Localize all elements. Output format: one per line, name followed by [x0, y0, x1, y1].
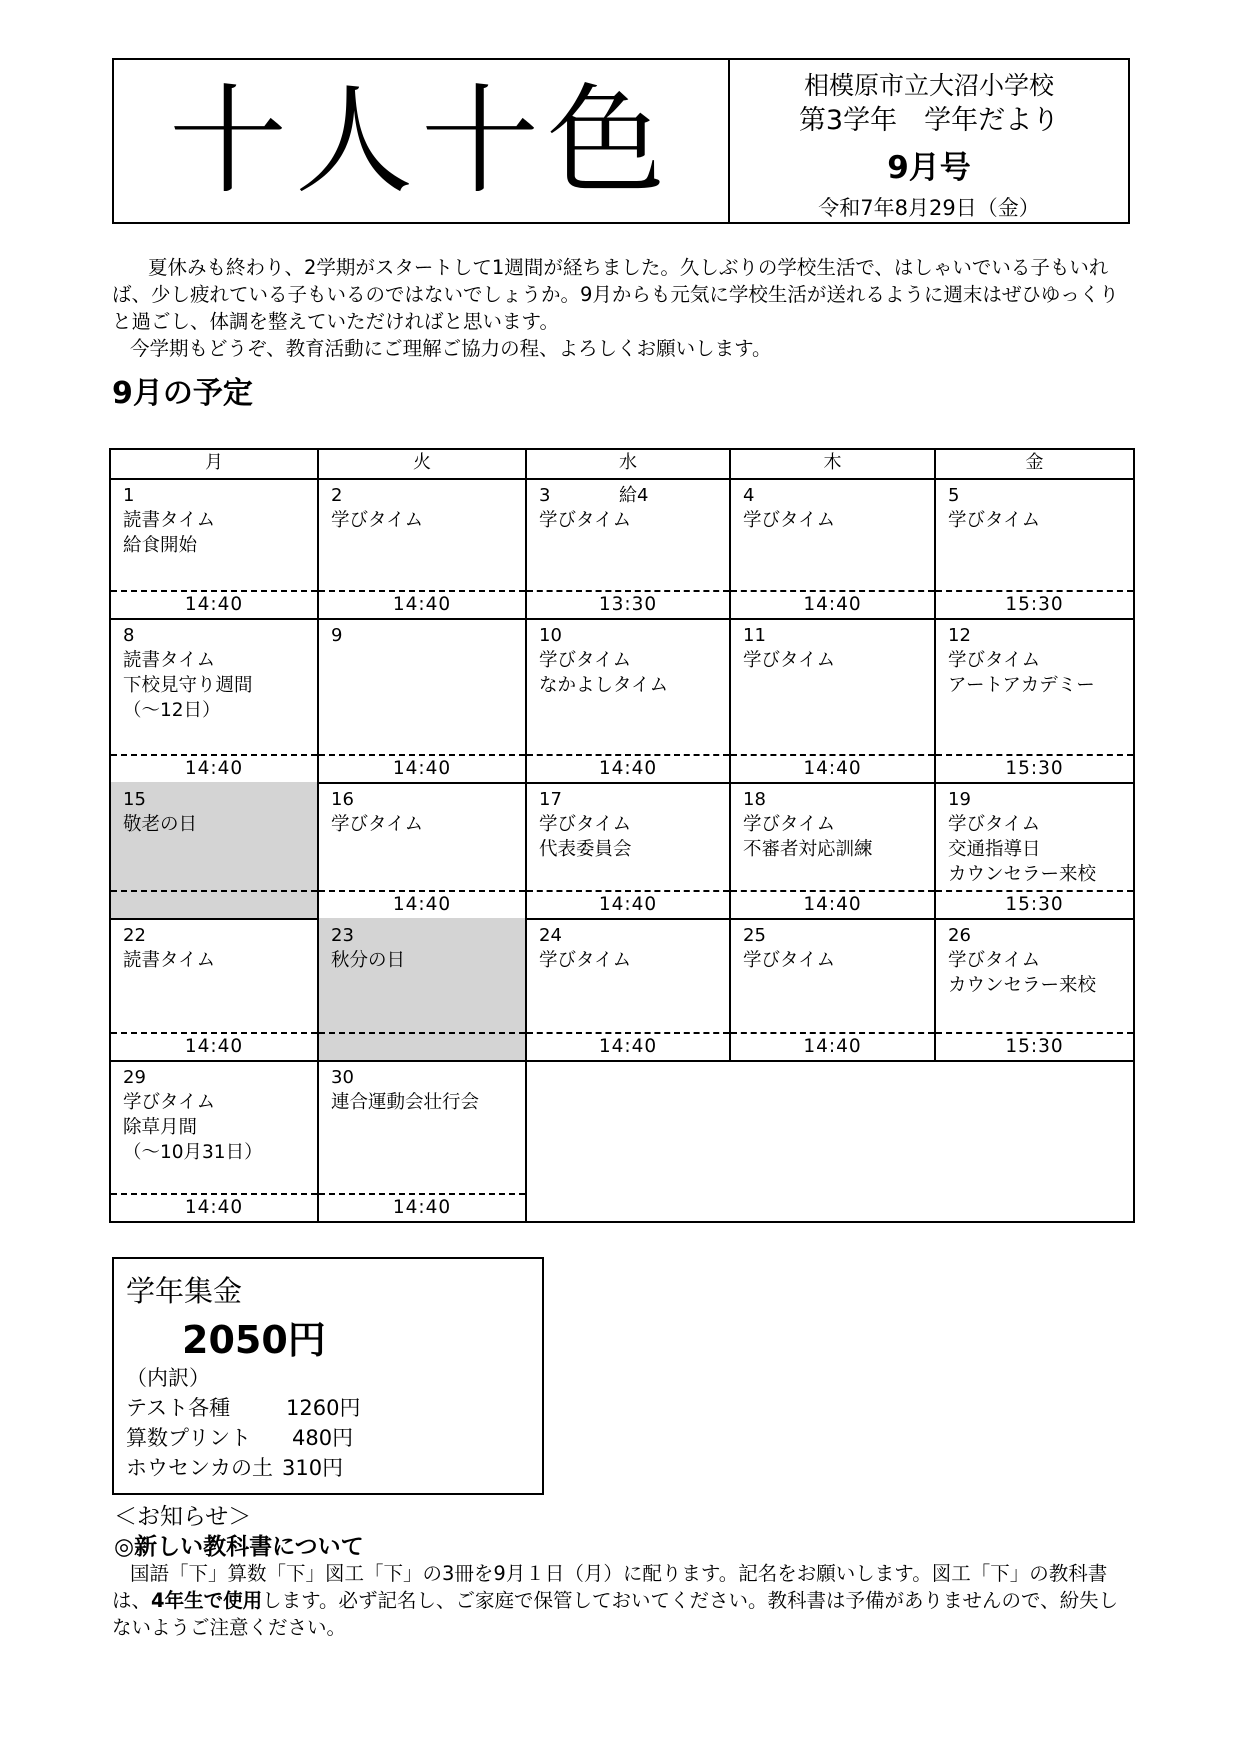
day-events [948, 948, 1096, 998]
day-events [331, 948, 405, 973]
calendar-day-cell [111, 618, 319, 782]
day-number: 22 [123, 925, 146, 946]
calendar-day-cell [731, 478, 936, 618]
dashed-divider [936, 1032, 1133, 1034]
day-events [948, 648, 1095, 698]
dismissal-time: 14:40 [803, 1036, 862, 1057]
event-item: （～12日） [123, 700, 221, 721]
calendar-day-cell [111, 478, 319, 618]
day-events [123, 508, 215, 558]
calendar-day-cell [527, 782, 731, 918]
day-events [948, 812, 1096, 887]
dismissal-time: 14:40 [803, 758, 862, 779]
calendar-day-cell [731, 618, 936, 782]
day-number: 24 [539, 925, 562, 946]
event-item: 不審者対応訓練 [743, 839, 873, 860]
dashed-divider [936, 754, 1133, 756]
event-item: 学びタイム [539, 510, 632, 531]
fund-item [126, 1393, 360, 1423]
dashed-divider [527, 1032, 729, 1034]
day-events [743, 948, 835, 973]
event-item: 読書タイム [123, 950, 216, 971]
calendar-week-row [111, 918, 1133, 1062]
day-number: 18 [743, 789, 766, 810]
event-item: 学びタイム [331, 510, 424, 531]
notice-body [112, 1560, 1132, 1641]
day-number: 11 [743, 625, 766, 646]
event-item: 秋分の日 [331, 950, 406, 971]
day-number: 4 [743, 485, 755, 506]
calendar-day-cell [319, 918, 527, 1060]
dashed-divider [319, 590, 525, 592]
dashed-divider [319, 754, 525, 756]
weekday-wed: 水 [527, 450, 731, 478]
dashed-divider [111, 890, 317, 892]
fund-item [126, 1423, 360, 1453]
event-item: 学びタイム [539, 650, 632, 671]
calendar-week-row [111, 1060, 1133, 1221]
calendar-day-cell [527, 478, 731, 618]
event-item: 学びタイム [123, 1092, 216, 1113]
weekday-mon: 月 [111, 450, 319, 478]
dismissal-time: 14:40 [392, 758, 452, 779]
calendar-day-cell [936, 782, 1133, 918]
dashed-divider [731, 590, 934, 592]
event-item: カウンセラー来校 [948, 864, 1097, 885]
calendar-day-cell [319, 618, 527, 782]
dashed-divider [111, 1193, 317, 1195]
intro-paragraph-2: 今学期もどうぞ、教育活動にご理解ご協力の程、よろしくお願いします。 [130, 337, 772, 360]
dashed-divider [936, 590, 1133, 592]
event-item: 学びタイム [948, 950, 1041, 971]
dismissal-time: 15:30 [1005, 594, 1064, 615]
info-box [730, 60, 1128, 222]
schedule-title: 9月の予定 [112, 376, 253, 411]
notice-body-emphasis: 4年生で使用 [151, 1589, 263, 1612]
dashed-divider [111, 754, 317, 756]
dismissal-time: 14:40 [598, 758, 658, 779]
fund-item-label: 算数プリント [126, 1426, 252, 1450]
day-number: 12 [948, 625, 971, 646]
event-item: 学びタイム [948, 510, 1041, 531]
grade-label: 第3学年 学年だより [798, 105, 1060, 136]
day-number: 23 [331, 925, 354, 946]
grade-fund-box [112, 1257, 544, 1495]
event-item: アートアカデミー [948, 675, 1095, 696]
day-events [123, 812, 197, 837]
event-item: 学びタイム [743, 950, 836, 971]
dashed-divider [731, 890, 934, 892]
calendar-day-cell [731, 918, 936, 1060]
day-number: 1 [123, 485, 135, 506]
day-number: 25 [743, 925, 766, 946]
event-item: 学びタイム [539, 814, 632, 835]
dismissal-time: 14:40 [392, 1197, 452, 1218]
intro-paragraph-1: 夏休みも終わり、2学期がスタートして1週間が経ちました。久しぶりの学校生活で、はしゃいでいる子もいれば、少し疲れている子もいるのではないでしょうか。9月からも元気に学校生活が送れるように週末はぜひゆっくりと過ごし、体調を整えていただければと思います。 [112, 256, 1119, 333]
day-events [948, 508, 1040, 533]
dismissal-time: 14:40 [803, 894, 862, 915]
dismissal-time: 15:30 [1005, 758, 1064, 779]
calendar-day-cell [319, 782, 527, 918]
event-item: 読書タイム [123, 510, 216, 531]
newsletter-header [112, 58, 1130, 224]
dismissal-time: 15:30 [1005, 894, 1064, 915]
event-item: 交通指導日 [948, 839, 1041, 860]
day-number: 2 [331, 485, 343, 506]
day-events [539, 948, 631, 973]
dismissal-time [111, 893, 317, 917]
day-events [331, 1090, 479, 1115]
calendar-day-cell [936, 918, 1133, 1060]
day-number: 3 [539, 485, 551, 506]
event-item: カウンセラー来校 [948, 975, 1097, 996]
schedule-calendar [109, 448, 1135, 1223]
calendar-day-cell [111, 918, 319, 1060]
calendar-week-row [111, 618, 1133, 784]
dashed-divider [731, 1032, 934, 1034]
fund-breakdown [126, 1363, 360, 1483]
dashed-divider [319, 890, 525, 892]
event-item: 学びタイム [743, 814, 836, 835]
dismissal-time: 13:30 [598, 594, 658, 615]
dismissal-time: 14:40 [598, 894, 658, 915]
dismissal-time: 14:40 [803, 594, 862, 615]
calendar-day-cell [527, 918, 731, 1060]
day-events [123, 948, 215, 973]
day-number: 19 [948, 789, 971, 810]
day-number: 8 [123, 625, 135, 646]
event-item: 読書タイム [123, 650, 216, 671]
event-item: 連合運動会壮行会 [331, 1092, 480, 1113]
notice-body-part-1: 国語「下」算数「下」図工「下」の3冊を9月１日（月）に配ります。記名をお願いします。図工「下」の教科書は、 [112, 1562, 1108, 1612]
calendar-day-cell [111, 782, 319, 918]
notice-body-part-2: します。必ず記名し、ご家庭で保管しておいてください。教科書は予備がありませんので、紛失しないようご注意ください。 [112, 1589, 1119, 1639]
event-item: 除草月間 [123, 1117, 198, 1138]
weekday-header-row [111, 450, 1133, 480]
calendar-empty-area [527, 1060, 1133, 1221]
event-item: なかよしタイム [539, 675, 669, 696]
dashed-divider [527, 890, 729, 892]
dashed-divider [319, 1032, 525, 1034]
notice-subheading: ◎新しい教科書について [114, 1534, 364, 1560]
calendar-week-row [111, 478, 1133, 620]
day-number: 26 [948, 925, 971, 946]
day-number: 16 [331, 789, 354, 810]
event-item: 学びタイム [331, 814, 424, 835]
dismissal-time: 14:40 [184, 594, 244, 615]
event-item: 学びタイム [948, 814, 1041, 835]
calendar-day-cell [527, 618, 731, 782]
event-item: 学びタイム [743, 650, 836, 671]
day-events [743, 812, 873, 862]
dismissal-time: 14:40 [392, 894, 452, 915]
dismissal-time: 14:40 [184, 1197, 244, 1218]
dashed-divider [319, 1193, 525, 1195]
day-events [331, 508, 423, 533]
title-box [114, 60, 730, 222]
calendar-day-cell [731, 782, 936, 918]
weekday-thu: 木 [731, 450, 936, 478]
issue-label: 9月号 [887, 150, 971, 186]
notice-heading: ＜お知らせ＞ [114, 1504, 252, 1530]
day-number: 5 [948, 485, 960, 506]
event-item: 給食開始 [123, 535, 198, 556]
dismissal-time: 14:40 [598, 1036, 658, 1057]
newsletter-title: 十人十色 [168, 72, 673, 210]
school-name: 相模原市立大沼小学校 [803, 71, 1054, 100]
day-number: 9 [331, 625, 343, 646]
day-events [743, 648, 835, 673]
day-events [539, 648, 668, 698]
event-item: 学びタイム [539, 950, 632, 971]
day-events [123, 648, 253, 723]
weekday-fri: 金 [1025, 452, 1044, 473]
day-number: 10 [539, 625, 562, 646]
calendar-week-row [111, 782, 1133, 920]
event-item: （～10月31日） [123, 1142, 263, 1163]
calendar-day-cell [936, 618, 1133, 782]
fund-item-amount: 1260円 [286, 1396, 361, 1420]
dismissal-time: 14:40 [184, 1036, 244, 1057]
dashed-divider [936, 890, 1133, 892]
dismissal-time: 14:40 [184, 758, 244, 779]
fund-item-label: ホウセンカの土 [126, 1456, 273, 1480]
day-number: 30 [331, 1067, 354, 1088]
dashed-divider [111, 1032, 317, 1034]
fund-item-amount: 480円 [292, 1426, 354, 1450]
dismissal-time: 14:40 [392, 594, 452, 615]
fund-title: 学年集金 [126, 1274, 243, 1308]
event-item: 学びタイム [948, 650, 1041, 671]
calendar-day-cell [111, 1060, 319, 1221]
calendar-day-cell [936, 478, 1133, 618]
calendar-day-cell [319, 1060, 527, 1221]
event-item: 敬老の日 [123, 814, 198, 835]
day-lunch-note: 給4 [619, 485, 649, 506]
day-number: 15 [123, 789, 146, 810]
day-events [743, 508, 835, 533]
day-number: 17 [539, 789, 562, 810]
fund-total: 2050円 [182, 1318, 326, 1362]
dashed-divider [527, 590, 729, 592]
event-item: 学びタイム [743, 510, 836, 531]
fund-item-label: テスト各種 [126, 1396, 231, 1420]
dashed-divider [527, 754, 729, 756]
dashed-divider [731, 754, 934, 756]
dismissal-time [319, 1035, 525, 1059]
day-events [539, 812, 632, 862]
day-events [539, 508, 631, 533]
fund-item [126, 1453, 360, 1483]
weekday-tue: 火 [319, 450, 527, 478]
event-item: 代表委員会 [539, 839, 632, 860]
intro-text [112, 254, 1132, 362]
fund-breakdown-label: （内訳） [126, 1366, 210, 1390]
dismissal-time: 15:30 [1005, 1036, 1064, 1057]
issue-date: 令和7年8月29日（金） [818, 196, 1040, 220]
day-events [123, 1090, 263, 1165]
day-number: 29 [123, 1067, 146, 1088]
calendar-day-cell [319, 478, 527, 618]
event-item: 下校見守り週間 [123, 675, 253, 696]
dashed-divider [111, 590, 317, 592]
fund-item-amount: 310円 [282, 1456, 344, 1480]
day-events [331, 812, 423, 837]
